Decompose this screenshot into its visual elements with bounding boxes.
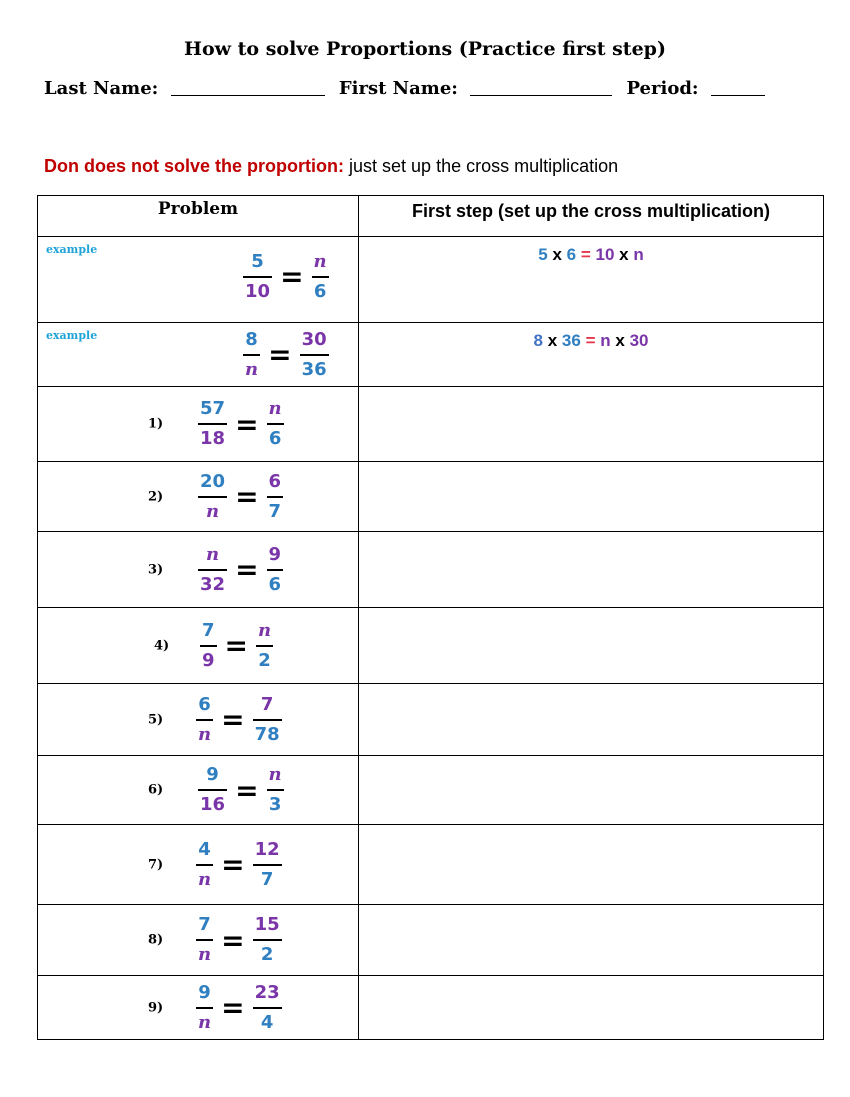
denominator: 6 [268,428,282,449]
numerator: 5 [251,250,264,272]
fraction-bar [200,645,217,647]
table-row [38,387,824,462]
fraction [198,764,227,816]
proportion [243,251,329,303]
fraction-bar [253,864,282,866]
step-token: n [633,245,644,264]
problems-table [37,195,824,1040]
denominator: 6 [268,573,282,595]
fraction [243,251,272,303]
problem-number: 2) [148,489,164,504]
answer-cell[interactable] [359,905,824,976]
table-body [38,237,824,1040]
numerator: 9 [206,764,219,785]
denominator: 2 [260,944,274,965]
equals-sign: = [221,703,245,736]
problem-cell [38,976,359,1040]
step-token: x [615,331,625,350]
denominator: 7 [268,500,282,522]
numerator: 4 [198,838,211,860]
denominator: 10 [245,280,271,302]
step-token: 5 [538,245,548,264]
fraction [256,620,273,672]
first-name-label: First Name: [338,78,458,99]
answer-cell[interactable] [359,684,824,756]
fraction-bar [243,354,260,356]
numerator: 57 [200,398,226,419]
table-row [38,825,824,905]
numerator: n [205,543,220,565]
header-first-step: First step (set up the cross multiplication) [359,196,824,237]
answer-cell[interactable] [359,756,824,825]
denominator: 36 [301,358,327,380]
problem-cell [38,905,359,976]
period-blank[interactable] [711,77,765,96]
fraction-bar [196,864,213,866]
numerator: 7 [260,693,274,715]
fraction [312,251,329,303]
equals-sign: = [224,629,248,662]
example-label: example [46,243,98,256]
fraction-bar [198,789,227,791]
step-token: = [585,331,596,350]
numerator: 8 [245,328,258,350]
fraction [253,694,282,746]
table-row [38,684,824,756]
step-token: x [552,245,562,264]
problem-cell [38,825,359,905]
example-label: example [46,329,98,342]
last-name-label: Last Name: [44,78,159,99]
fraction-bar [198,496,227,498]
denominator: n [198,1011,212,1033]
problem-cell [38,684,359,756]
denominator: n [245,358,259,380]
fraction [198,544,227,596]
denominator: 6 [313,280,327,302]
fraction [196,914,213,966]
denominator: 9 [202,649,215,671]
problem-number: 9) [148,1000,164,1015]
denominator: 3 [268,794,282,815]
proportion [196,982,282,1034]
equals-sign: = [221,848,245,881]
denominator: 78 [254,723,280,745]
equals-sign: = [221,991,245,1024]
fraction-bar [196,1007,213,1009]
denominator: 32 [200,573,226,595]
problem-number: 3) [148,562,164,577]
problem-number: 5) [148,712,164,727]
fraction [243,329,260,381]
problem-cell [38,532,359,608]
numerator: n [268,764,282,785]
problem-cell [38,756,359,825]
proportion [196,839,282,891]
numerator: 9 [198,981,211,1003]
problem-cell [38,387,359,462]
denominator: n [198,944,212,965]
equals-sign: = [235,407,259,441]
numerator: 15 [254,914,280,935]
proportion [196,694,282,746]
proportion [200,620,273,672]
fraction [196,839,213,891]
step-token: 8 [533,331,543,350]
proportion [243,329,329,381]
fraction-bar [198,569,227,571]
fraction-bar [196,719,213,721]
problem-cell [38,462,359,532]
table-row [38,237,824,323]
fraction [267,764,284,816]
numerator: 20 [200,470,226,492]
problem-cell [38,608,359,684]
numerator: 6 [198,693,211,715]
table-row [38,462,824,532]
proportion [196,914,282,966]
numerator: n [258,619,272,641]
problem-cell [38,237,359,323]
numerator: 9 [268,543,282,565]
numerator: 30 [301,328,327,350]
answer-cell[interactable] [359,532,824,608]
denominator: 16 [200,794,226,815]
step-token: 30 [629,331,649,350]
problem-number: 4) [154,638,170,653]
denominator: n [198,868,212,890]
step-token: 36 [561,331,581,350]
proportion [198,398,284,450]
page-title: How to solve Proportions (Practice first step) [184,38,666,60]
step-token: 6 [566,245,577,264]
step-token: 10 [595,245,615,264]
cross-multiplication [359,331,823,351]
fraction-bar [267,569,284,571]
last-name-blank[interactable] [171,77,325,96]
cross-multiplication [359,245,823,265]
problem-number: 8) [148,932,164,948]
answer-cell[interactable] [359,387,824,462]
fraction-bar [243,276,272,278]
name-line [44,77,824,99]
table-row [38,905,824,976]
answer-cell[interactable] [359,976,824,1040]
fraction-bar [256,645,273,647]
denominator: n [205,500,220,522]
fraction-bar [312,276,329,278]
numerator: n [268,398,282,419]
header-problem: Problem [38,196,359,237]
equals-sign: = [268,338,292,371]
instruction-warning: Don does not solve the proportion: [44,156,344,176]
numerator: 6 [268,470,282,492]
step-token: n [600,331,611,350]
first-name-blank[interactable] [470,77,612,96]
fraction [267,398,284,450]
table-row [38,608,824,684]
table-row [38,976,824,1040]
fraction-bar [300,354,329,356]
fraction [300,329,329,381]
table-row [38,532,824,608]
fraction [198,398,227,450]
proportion [198,544,283,596]
problem-cell [38,323,359,387]
denominator: 4 [260,1011,274,1033]
problem-number: 6) [148,782,164,798]
fraction-bar [267,789,284,791]
fraction [267,471,284,523]
equals-sign: = [235,553,259,586]
equals-sign: = [280,260,304,294]
answer-cell [359,323,824,387]
fraction [253,839,282,891]
fraction-bar [253,939,282,941]
equals-sign: = [221,923,245,957]
step-token: x [619,245,629,264]
numerator: 7 [202,619,215,641]
answer-cell[interactable] [359,608,824,684]
fraction [200,620,217,672]
numerator: 12 [254,838,280,860]
step-token: = [580,245,591,264]
fraction [196,982,213,1034]
fraction-bar [267,496,284,498]
period-label: Period: [626,78,699,99]
equals-sign: = [235,480,259,513]
fraction [267,544,284,596]
proportion [198,764,284,816]
table-row [38,756,824,825]
instruction [44,156,618,177]
fraction [253,982,282,1034]
problem-number: 1) [148,416,164,432]
fraction [196,694,213,746]
fraction-bar [267,423,284,425]
problem-number: 7) [148,857,164,872]
denominator: 7 [260,868,274,890]
fraction [253,914,282,966]
numerator: n [313,250,327,272]
numerator: 23 [254,981,280,1003]
step-token: x [547,331,558,350]
table-row [38,323,824,387]
denominator: n [198,723,212,745]
denominator: 2 [258,649,271,671]
fraction-bar [253,719,282,721]
fraction-bar [253,1007,282,1009]
instruction-text: just set up the cross multiplication [349,156,619,176]
answer-cell[interactable] [359,825,824,905]
answer-cell[interactable] [359,462,824,532]
denominator: 18 [200,428,226,449]
numerator: 7 [198,914,211,935]
fraction-bar [198,423,227,425]
fraction-bar [196,939,213,941]
answer-cell [359,237,824,323]
equals-sign: = [235,773,259,807]
proportion [198,471,283,523]
fraction [198,471,227,523]
